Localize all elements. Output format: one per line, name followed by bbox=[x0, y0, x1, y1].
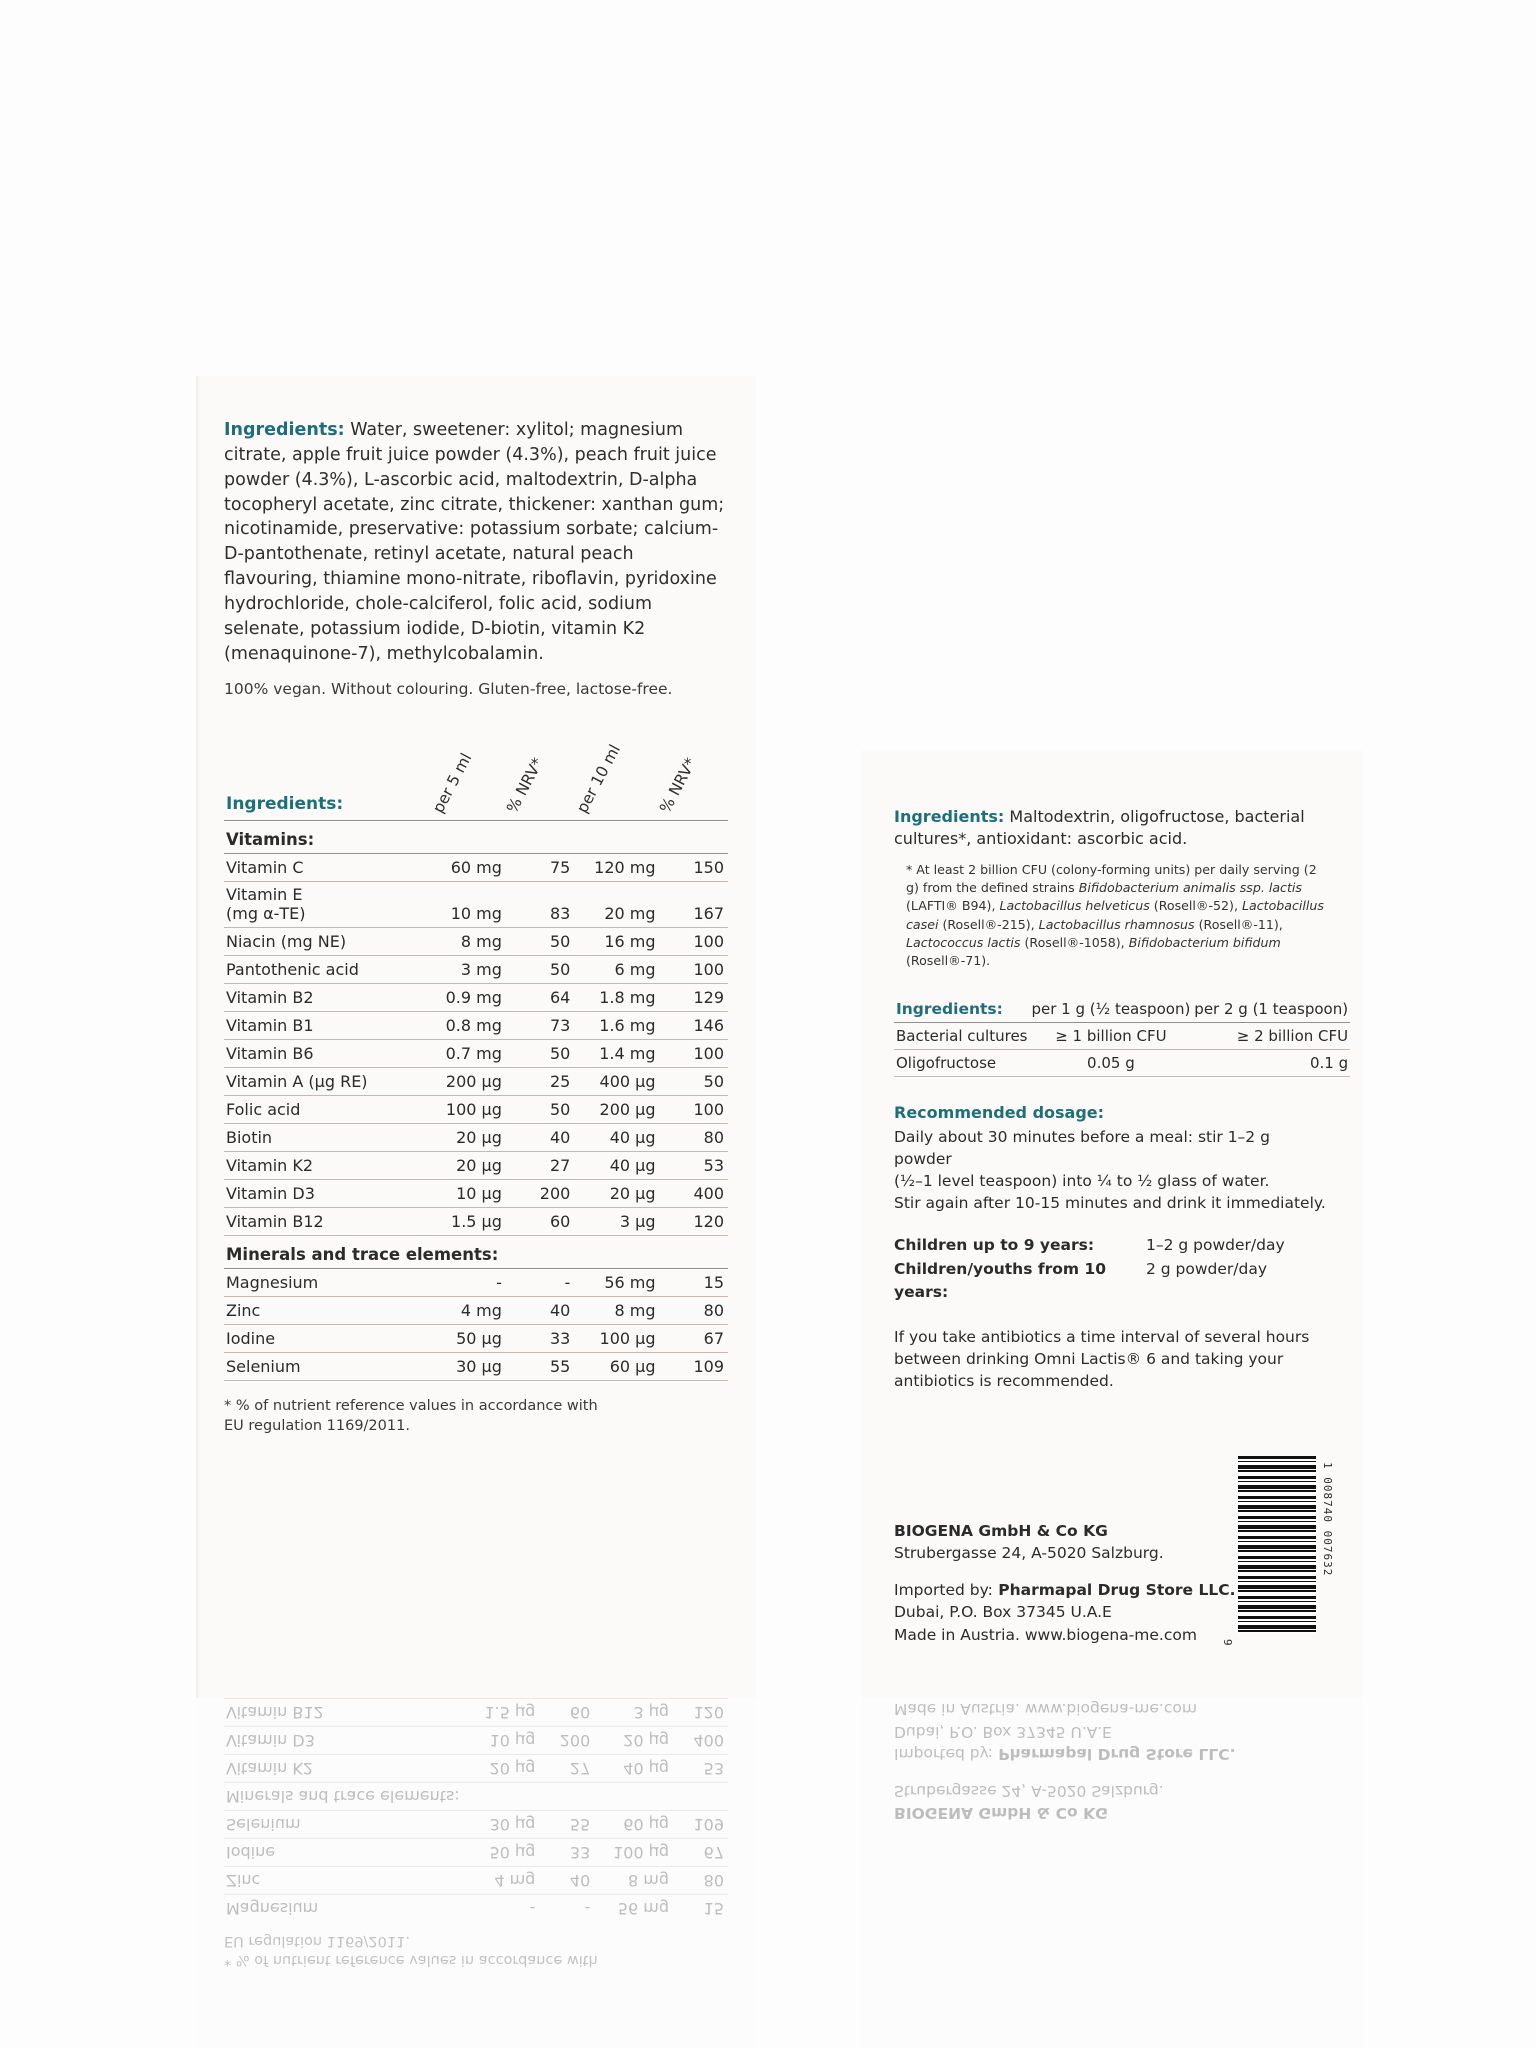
age-dosage-label: Children/youths from 10 years: bbox=[894, 1259, 1106, 1301]
nutrition-row: Vitamin K2 20 µg 27 40 µg 53 bbox=[224, 1152, 728, 1180]
nutrition-row: Vitamin E (mg α-TE) 10 mg 83 20 mg 167 bbox=[224, 882, 728, 928]
composition-table bbox=[894, 996, 1350, 1077]
reflection-footnote: * % of nutrient reference values in accordance with EU regulation 1169/2011. bbox=[224, 1932, 598, 1969]
nutrition-row: Magnesium - - 56 mg 15 bbox=[224, 1269, 728, 1297]
reflection-nutrition-table bbox=[224, 1698, 728, 1922]
company-name: BIOGENA GmbH & Co KG bbox=[894, 1521, 1108, 1540]
nutrition-col-per-10ml: per 10 ml bbox=[574, 732, 661, 821]
nutrition-row: Vitamin B12 1.5 µg 60 3 µg 120 bbox=[224, 1208, 728, 1236]
age-dosage-value: 1–2 g powder/day bbox=[1146, 1236, 1285, 1255]
composition-table-header-row bbox=[894, 996, 1350, 1023]
strain-name: Lactobacillus helveticus bbox=[999, 898, 1150, 914]
composition-rows bbox=[894, 1023, 1350, 1077]
strain-name: Lactococcus lactis bbox=[906, 934, 1021, 950]
nutrition-row: Biotin 20 µg 40 40 µg 80 bbox=[224, 1124, 728, 1152]
vitamin-rows bbox=[224, 854, 728, 1236]
left-ingredients-paragraph bbox=[196, 376, 756, 666]
dosage-text: Daily about 30 minutes before a meal: stir 1–2 g powder (½–1 level teaspoon) into ¼ to ½ glass of water. Stir again after 10-15 minutes and drink it immediately. bbox=[894, 1128, 1326, 1213]
strain-name: Lactobacillus casei bbox=[906, 898, 1324, 932]
nutrition-col-per-5ml: per 5 ml bbox=[421, 732, 508, 821]
nutrition-col-nrv-10ml: % NRV* bbox=[662, 732, 728, 821]
nutrition-row: Vitamin B1 0.8 mg 73 1.6 mg 146 bbox=[224, 1012, 728, 1040]
composition-col-label: Ingredients: bbox=[894, 996, 1030, 1023]
left-claims-text: 100% vegan. Without colouring. Gluten-free, lactose-free. bbox=[224, 680, 673, 699]
importer-name: Pharmapal Drug Store LLC. bbox=[992, 1580, 1236, 1599]
barcode-number: 1 008740 007632 bbox=[1321, 1462, 1334, 1577]
reflection-row: Zinc 4 mg 40 8 mg 80 bbox=[224, 1867, 728, 1895]
nutrition-table bbox=[224, 732, 728, 1381]
importer-label: Imported by: bbox=[894, 1580, 993, 1599]
left-ingredients-text: Water, sweetener: xylitol; magnesium citrate, apple fruit juice powder (4.3%), peach fruit juice powder (4.3%), L-ascorbic acid, maltodextrin, D-alpha tocopheryl acetate, zinc citrate, thickener: xanthan gum; nicotinamide, preservative: potassium sorbate; calcium-D-pantothenate, retinyl acetate, natural peach flavouring, thiamine mono-nitrate, riboflavin, pyridoxine hydrochloride, chole-calciferol, folic acid, sodium selenate, potassium iodide, D-biotin, vitamin K2 (menaquinone-7), methylcobalamin. bbox=[224, 420, 725, 664]
age-dosage-list bbox=[894, 1234, 1330, 1304]
composition-col-per-2g: per 2 g (1 teaspoon) bbox=[1192, 996, 1350, 1023]
nutrition-row: Folic acid 100 µg 50 200 µg 100 bbox=[224, 1096, 728, 1124]
age-dosage-row bbox=[894, 1234, 1330, 1257]
left-panel-reflection bbox=[196, 1698, 756, 2048]
mineral-rows bbox=[224, 1269, 728, 1381]
barcode bbox=[1221, 1456, 1334, 1646]
origin-line: Made in Austria. www.biogena-me.com bbox=[894, 1625, 1197, 1644]
composition-row: Oligofructose 0.05 g 0.1 g bbox=[894, 1050, 1350, 1077]
nutrition-row: Zinc 4 mg 40 8 mg 80 bbox=[224, 1297, 728, 1325]
nutrition-row: Vitamin B2 0.9 mg 64 1.8 mg 129 bbox=[224, 984, 728, 1012]
right-ingredients-paragraph bbox=[894, 806, 1330, 851]
nutrition-section-vitamins: Vitamins: bbox=[224, 821, 728, 854]
dosage-heading: Recommended dosage: bbox=[894, 1103, 1105, 1123]
nutrition-row: Iodine 50 µg 33 100 µg 67 bbox=[224, 1325, 728, 1353]
reflection-row: Vitamin K2 20 µg 27 40 µg 53 bbox=[224, 1755, 728, 1783]
strain-name: Bifidobacterium animalis ssp. lactis bbox=[1078, 880, 1302, 896]
nutrition-row: Vitamin D3 10 µg 200 20 µg 400 bbox=[224, 1180, 728, 1208]
nutrition-table-header-row bbox=[224, 732, 728, 821]
left-ingredients-label: Ingredients: bbox=[224, 420, 345, 440]
antibiotics-note: If you take antibiotics a time interval of several hours between drinking Omni Lactis® 6 and taking your antibiotics is recommended. bbox=[894, 1328, 1310, 1391]
composition-col-per-1g: per 1 g (½ teaspoon) bbox=[1030, 996, 1193, 1023]
nutrition-row: Pantothenic acid 3 mg 50 6 mg 100 bbox=[224, 956, 728, 984]
reflection-row: Minerals and trace elements: bbox=[224, 1783, 728, 1811]
strain-name: Bifidobacterium bifidum bbox=[1128, 934, 1281, 950]
nutrition-row: Vitamin B6 0.7 mg 50 1.4 mg 100 bbox=[224, 1040, 728, 1068]
nutrition-section-minerals: Minerals and trace elements: bbox=[224, 1236, 728, 1269]
reflection-row: Iodine 50 µg 33 100 µg 67 bbox=[224, 1839, 728, 1867]
reflection-row: Vitamin D3 10 µg 200 20 µg 400 bbox=[224, 1727, 728, 1755]
age-dosage-value: 2 g powder/day bbox=[1146, 1259, 1268, 1278]
reflection-company-info: BIOGENA GmbH & Co KG Strubergasse 24, A-5020 Salzburg. Imported by: Pharmapal Drug Store LLC. Dubai, P.O. Box 37345 U.A.E Made in Austria. www.biogena-me.com bbox=[894, 1700, 1236, 1823]
nutrition-col-nrv-5ml: % NRV* bbox=[508, 732, 574, 821]
composition-row: Bacterial cultures ≥ 1 billion CFU ≥ 2 billion CFU bbox=[894, 1023, 1350, 1050]
nutrition-table-col-label: Ingredients: bbox=[224, 732, 421, 821]
nutrition-row: Vitamin A (µg RE) 200 µg 25 400 µg 50 bbox=[224, 1068, 728, 1096]
reflection-row: Selenium 30 µg 55 60 µg 109 bbox=[224, 1811, 728, 1839]
right-ingredients-text: Maltodextrin, oligofructose, bacterial cultures*, antioxidant: ascorbic acid. bbox=[894, 807, 1305, 849]
reflection-row: Magnesium - - 56 mg 15 bbox=[224, 1895, 728, 1923]
left-package-panel bbox=[196, 376, 756, 1698]
barcode-lead-digit: 9 bbox=[1221, 1639, 1234, 1646]
nutrition-footnote: * % of nutrient reference values in accordance with EU regulation 1169/2011. bbox=[224, 1398, 598, 1434]
age-dosage-label: Children up to 9 years: bbox=[894, 1236, 1095, 1255]
right-panel-reflection bbox=[862, 1698, 1362, 2048]
nutrition-row: Selenium 30 µg 55 60 µg 109 bbox=[224, 1353, 728, 1381]
nutrition-row: Niacin (mg NE) 8 mg 50 16 mg 100 bbox=[224, 928, 728, 956]
strain-name: Lactobacillus rhamnosus bbox=[1038, 916, 1195, 932]
barcode-bars bbox=[1238, 1456, 1316, 1634]
nutrition-row: Vitamin C 60 mg 75 120 mg 150 bbox=[224, 854, 728, 882]
age-dosage-row bbox=[894, 1258, 1330, 1305]
importer-line bbox=[894, 1579, 1235, 1601]
importer-address: Dubai, P.O. Box 37345 U.A.E bbox=[894, 1603, 1112, 1622]
right-ingredients-label: Ingredients: bbox=[894, 807, 1005, 826]
bacterial-strains-note: * At least 2 billion CFU (colony-forming units) per daily serving (2 g) from the defined strains Bifidobacterium animalis ssp. lactis (LAFTI® B94), Lactobacillus helveticus (Rosell®-52), Lactobacillus casei (Rosell®-215), Lactobacillus rhamnosus (Rosell®-11), Lactococcus lactis (Rosell®-1058), Bifidobacterium bifidum (Rosell®-71). bbox=[906, 861, 1324, 969]
company-info bbox=[894, 1520, 1235, 1646]
reflection-row: Vitamin B12 1.5 µg 60 3 µg 120 bbox=[224, 1699, 728, 1727]
company-address: Strubergasse 24, A-5020 Salzburg. bbox=[894, 1544, 1164, 1563]
right-package-panel bbox=[862, 750, 1362, 1698]
